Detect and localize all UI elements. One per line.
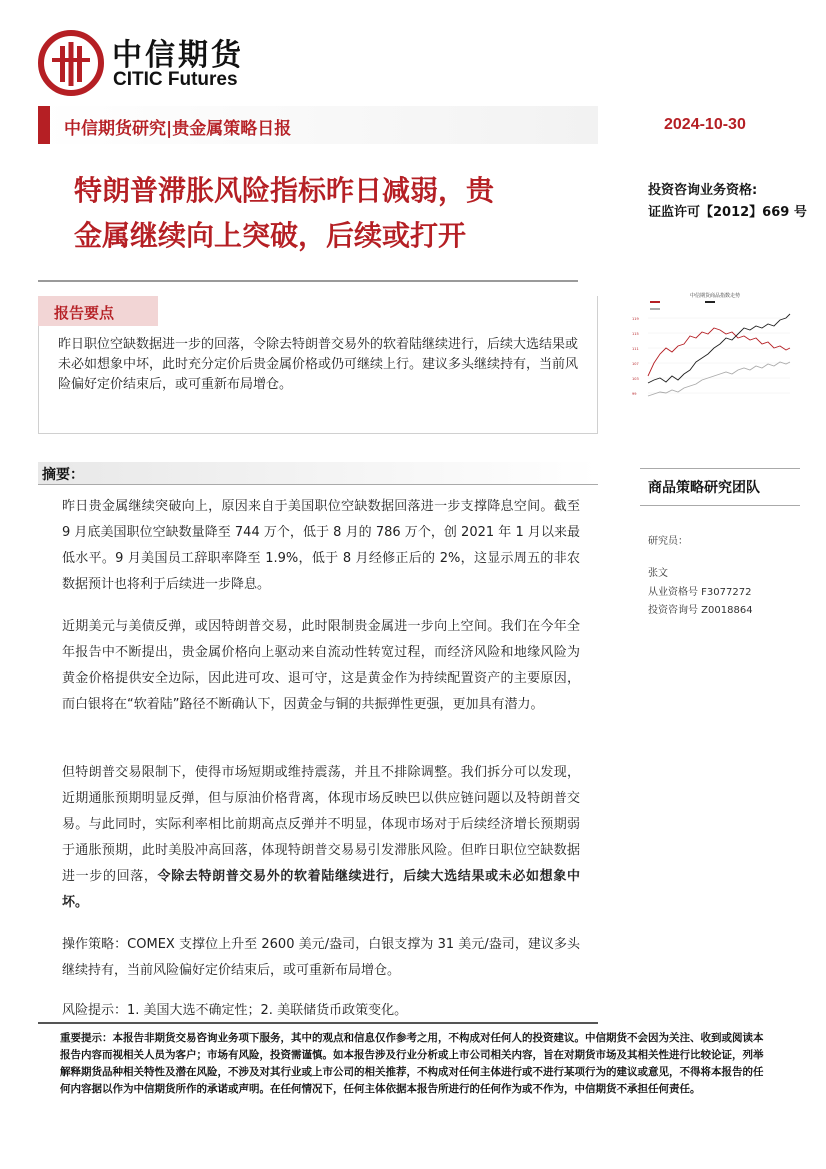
paragraph-risk: 风险提示：1. 美国大选不确定性；2. 美联储货币政策变化。 [62, 1003, 408, 1018]
citic-logo-icon [38, 30, 104, 96]
thumbnail-axis-ticks [632, 317, 639, 396]
key-points-text: 昨日职位空缺数据进一步的回落，令除去特朗普交易外的软着陆继续进行，后续大选结果或未必如想象中坏，此时充分定价后贵金属价格或仍可继续上行。建议多头继续持有，当前风险偏好定价结束后，或可重新布局增仓。 [58, 337, 579, 392]
paragraph-3 [62, 760, 580, 916]
license-consulting: 投资咨询号 Z0018864 [648, 605, 753, 616]
team-divider [640, 505, 800, 506]
svg-text:111: 111 [632, 347, 639, 351]
svg-text:99: 99 [632, 392, 637, 396]
paragraph-1: 昨日贵金属继续突破向上，原因来自于美国职位空缺数据回落进一步支撑降息空间。截至 9 月底美国职位空缺数量降至 744 万个，低于 8 月的 786 万个，创 2021 年 1 月以来最低水平。9 月美国员工辞职率降至 1.9%，低于 8 月经修正后的 2%，这显示周五的非农数据预计也将利于后续进一步降息。 [62, 499, 580, 592]
researcher-label: 研究员： [648, 536, 688, 547]
report-title [74, 168, 584, 258]
paragraph-3-bold: 令除去特朗普交易外的软着陆继续进行，后续大选结果或未必如想象中坏。 [62, 869, 580, 910]
key-points-label: 报告要点 [54, 304, 115, 322]
abstract-label: 摘要： [42, 467, 84, 483]
report-type-accent [38, 106, 50, 144]
team-top-divider [640, 468, 800, 469]
svg-text:115: 115 [632, 332, 639, 336]
commodity-index-thumbnail [630, 288, 800, 428]
qualification [648, 180, 807, 224]
report-type: 中信期货研究|贵金属策略日报 [64, 119, 292, 139]
team-name: 商品策略研究团队 [648, 480, 760, 496]
disclaimer: 重要提示：本报告非期货交易咨询业务项下服务，其中的观点和信息仅作参考之用，不构成对任何人的投资建议。中信期货不会因为关注、收到或阅读本报告内容而视相关人员为客户；市场有风险，投资需谨慎。如本报告涉及行业分析或上市公司相关内容，旨在对期货市场及其相关性进行比较论证，列举解释期货品种相关特性及潜在风险，不涉及对其行业或上市公司的相关推荐，不构成对任何主体进行或不进行某项行为的建议或意见，不得将本报告的任何内容据以作为中信期货所作的承诺或声明。在任何情况下，任何主体依据本报告所进行的任何作为或不作为，中信期货不承担任何责任。 [60, 1032, 764, 1095]
report-title-line1: 特朗普滞胀风险指标昨日减弱，贵 [74, 174, 495, 207]
license-qualification: 从业资格号 F3077272 [648, 587, 752, 598]
disclaimer-divider [38, 1022, 598, 1024]
thumbnail-legend-swatch-1 [650, 301, 660, 303]
abstract-header-band [38, 462, 598, 484]
logo-chinese-name: 中信期货 [112, 38, 244, 73]
svg-text:119: 119 [632, 317, 639, 321]
paragraph-2: 近期美元与美债反弹，或因特朗普交易，此时限制贵金属进一步向上空间。我们在今年全年报告中不断提出，贵金属价格向上驱动来自流动性转宽过程，而经济风险和地缘风险为黄金价格提供安全边际，因此进可攻、退可守，这是黄金作为持续配置资产的主要原因，而白银将在“软着陆”路径不断确认下，因黄金与铜的共振弹性更强，更加具有潜力。 [62, 619, 580, 712]
abstract-divider [38, 484, 598, 485]
paragraph-3-text: 但特朗普交易限制下，使得市场短期或维持震荡，并且不排除调整。我们拆分可以发现，近期通胀预期明显反弹，但与原油价格背离，体现市场反映巴以供应链问题以及特朗普交易。与此同时，实际利率相比前期高点反弹并不明显，体现市场对于后续经济增长预期弱于通胀预期，此时美股冲高回落，体现特朗普交易易引发滞胀风险。但昨日职位空缺数据进一步的回落， [62, 765, 580, 884]
qualification-line1: 投资咨询业务资格: [648, 183, 758, 198]
title-divider [38, 280, 578, 282]
report-title-line2: 金属继续向上突破，后续或打开 [74, 219, 467, 252]
thumbnail-title: 中信期货商品指数走势 [689, 293, 741, 299]
logo-english-name: CITIC Futures [113, 69, 238, 90]
svg-text:107: 107 [632, 362, 639, 366]
thumbnail-series-black [648, 314, 790, 383]
thumbnail-legend-swatch-2 [705, 301, 715, 303]
thumbnail-legend-swatch-3 [650, 308, 660, 310]
report-date: 2024-10-30 [664, 116, 746, 133]
paragraph-operation: 操作策略：COMEX 支撑位上升至 2600 美元/盎司，白银支撑为 31 美元/盎司，建议多头继续持有，当前风险偏好定价结束后，或可重新布局增仓。 [62, 937, 580, 978]
researcher-name: 张文 [648, 568, 668, 579]
svg-text:103: 103 [632, 377, 639, 381]
thumbnail-series-red [648, 328, 790, 376]
qualification-line2: 证监许可【2012】669 号 [648, 205, 807, 220]
